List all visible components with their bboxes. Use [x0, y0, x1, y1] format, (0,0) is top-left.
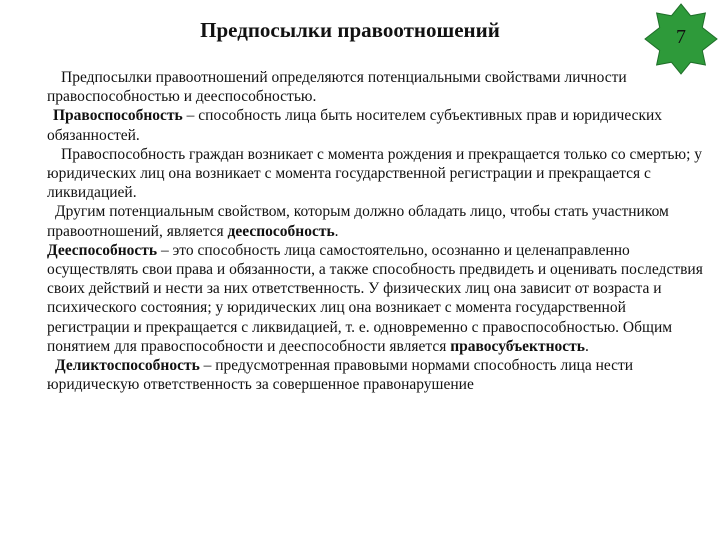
- paragraph-dispositive-capacity-definition: [47, 241, 707, 356]
- slide-body: [47, 68, 707, 394]
- term-legal-capacity: Правоспособность: [53, 107, 183, 125]
- paragraph-text: – способность лица быть носителем субъективных прав и юридических обязанностей.: [47, 107, 663, 144]
- paragraph-text: Другим потенциальным свойством, которым должно обладать лицо, чтобы стать участником правоотношений, является: [47, 203, 669, 240]
- paragraph-end: .: [584, 337, 589, 355]
- paragraph-legal-capacity-timing: [47, 145, 707, 203]
- paragraph-tort-capacity: [47, 356, 707, 394]
- slide-title: Предпосылки правоотношений: [200, 18, 500, 42]
- paragraph-text: Предпосылки правоотношений определяются потенциальными свойствами личности правоспособностью и дееспособностью.: [47, 69, 627, 106]
- paragraph-legal-capacity-definition: [47, 106, 707, 144]
- term-dispositive-capacity: дееспособность: [227, 222, 335, 240]
- term-dispositive-capacity-heading: Дееспособность: [47, 241, 158, 259]
- page-number: 7: [676, 26, 686, 48]
- paragraph-text: Правоспособность граждан возникает с момента рождения и прекращается только со смертью; у юридических лиц она возникает с момента государственной регистрации и прекращается с ликвидацией.: [47, 145, 702, 202]
- term-legal-personality: правосубъектность: [450, 337, 585, 355]
- paragraph-end: .: [334, 222, 339, 240]
- paragraph-text: – это способность лица самостоятельно, осознанно и целенаправленно осуществлять свои права и обязанности, а также способность предвидеть и оценивать последствия своих действий и нести за них ответственность. У физических лиц она зависит от возраста и психического состояния; у юридических лиц она возникает с момента государственной регистрации и прекращается с ликвидацией, т. е. одновременно с правоспособностью. Общим понятием для правоспособности и дееспособности является: [47, 241, 703, 355]
- paragraph-text: – предусмотренная правовыми нормами способность лица нести юридическую ответственность за совершенное правонарушение: [47, 357, 634, 394]
- paragraph-prerequisites: [47, 68, 707, 106]
- paragraph-other-property: [47, 202, 707, 240]
- page-number-badge: [642, 2, 720, 76]
- term-tort-capacity: Деликтоспособность: [55, 357, 200, 375]
